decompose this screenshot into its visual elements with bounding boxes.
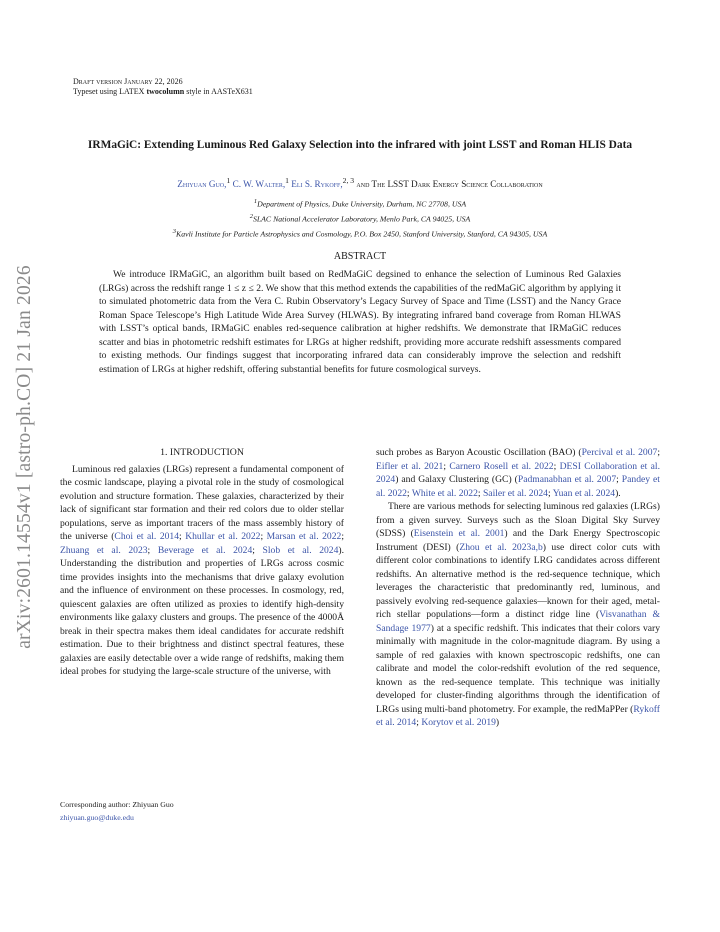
affiliation-1 <box>60 196 660 211</box>
citation-link[interactable]: Yuan et al. 2024 <box>552 487 616 499</box>
arxiv-identifier-stamp <box>10 232 40 682</box>
text: ; <box>341 531 344 542</box>
author-rykoff[interactable]: Eli S. Rykoff, <box>291 179 343 190</box>
text: such probes as Baryon Acoustic Oscillation (BAO) ( <box>376 447 582 458</box>
text: ) and the Dark Energy Spectroscopic Instrument (DESI) ( <box>376 528 660 553</box>
text: Luminous red galaxies (LRGs) represent a fundamental component of the cosmic landscape, playing a pivotal role in the study of cosmological evolution and structure formation. These galaxies, characterized by their lack of significant star formation and their red colors due to older stellar populations, serve as important tracers of the mass assembly history of the universe ( <box>60 463 344 542</box>
affiliation-3 <box>60 226 660 241</box>
citation-link[interactable]: Eisenstein et al. 2001 <box>413 528 505 539</box>
citation-link[interactable]: Marsan et al. 2022 <box>266 531 342 542</box>
arxiv-id-text: arXiv:2601.14554v1 [astro-ph.CO] 21 Jan 2026 <box>14 265 35 649</box>
citation-link[interactable]: DESI Collaboration et al. 2024 <box>376 460 660 485</box>
draft-version-line: Draft version January 22, 2026 <box>73 77 183 86</box>
text: ; <box>406 487 412 499</box>
text: ; <box>252 544 263 556</box>
text: ) use direct color cuts with different color combinations to identify LRG candidates across different redshifts. An alternative method is the red-sequence technique, which leverages the characteristic that predominantly red, luminous, and passively evolving red-sequence galaxies—known for their aged, metal-rich stellar populations—form a distinct ridge line ( <box>376 541 660 620</box>
affiliations <box>60 196 660 242</box>
author-sup: 1 <box>285 176 289 185</box>
citation-link[interactable]: Eifler et al. 2021 <box>376 460 444 472</box>
corresponding-author-footnote <box>60 798 344 824</box>
email-link[interactable]: zhiyuan.guo@duke.edu <box>60 813 134 822</box>
citation-link[interactable]: Khullar et al. 2022 <box>185 531 261 542</box>
text: ; <box>147 544 158 556</box>
author-sup: 2, 3 <box>342 176 355 185</box>
paper-title: IRMaGiC: Extending Luminous Red Galaxy Selection into the infrared with joint LSST and Roman HLIS Data <box>87 139 633 151</box>
citation-link[interactable]: Slob et al. 2024 <box>262 544 339 556</box>
latex-logo: LATEX <box>119 87 145 96</box>
text: ) at a specific redshift. This indicates that their colors vary minimally with magnitude in the color-magnitude diagram. By using a sample of red galaxies with known spectroscopic redshifts, one can calibrate and model the color-redshift evolution of the red sequence, known as the red-sequence template. This technique was initially developed for cluster-finding algorithms through the identification of LRGs using multi-band photometry. For example, the redMaPPer ( <box>376 622 660 715</box>
citation-link[interactable]: Visvanathan & Sandage 1977 <box>376 609 660 634</box>
typeset-style: twocolumn <box>146 87 185 96</box>
citation-link[interactable]: White et al. 2022 <box>411 487 478 499</box>
text: ) and Galaxy Clustering (GC) ( <box>395 474 518 485</box>
author-guo[interactable]: Zhiyuan Guo, <box>177 179 227 190</box>
citation-link[interactable]: Beverage et al. 2024 <box>157 544 253 556</box>
text: ; <box>416 717 422 728</box>
affil-sup: 3 <box>172 228 177 236</box>
citation-link[interactable]: Padmanabhan et al. 2007 <box>517 474 617 485</box>
left-column <box>60 446 344 679</box>
citation-link[interactable]: Korytov et al. 2019 <box>421 717 496 728</box>
text: ; <box>553 460 560 472</box>
intro-paragraph-3 <box>376 500 660 730</box>
affil-sup: 2 <box>249 213 253 221</box>
text: ; <box>547 487 553 499</box>
right-column <box>376 446 660 730</box>
section-heading: 1. INTRODUCTION <box>160 447 244 458</box>
draft-header <box>73 77 253 97</box>
text: ; <box>179 531 186 542</box>
citation-link[interactable]: Zhou et al. 2023a,b <box>459 541 543 553</box>
text: ) <box>495 717 500 728</box>
citation-link[interactable]: Choi et al. 2014 <box>114 531 180 542</box>
author-sup: 1 <box>226 176 231 185</box>
text: ; <box>260 531 267 542</box>
affil-text: Department of Physics, Duke University, Durham, NC 27708, USA <box>257 199 467 209</box>
text: There are various methods for selecting luminous red galaxies (LRGs) from a given survey. Surveys such as the Sloan Digital Sky Survey (SDSS) ( <box>376 501 660 539</box>
text: ). <box>615 487 621 499</box>
intro-paragraph-2 <box>376 446 660 500</box>
corresponding-author: Corresponding author: Zhiyuan Guo <box>60 800 174 809</box>
author-walter[interactable]: C. W. Walter, <box>232 179 286 190</box>
abstract-heading: ABSTRACT <box>333 251 387 262</box>
abstract-body: We introduce IRMaGiC, an algorithm built based on RedMaGiC degsined to enhance the selection of Luminous Red Galaxies (LRGs) across the redshift range 1 ≤ z ≤ 2. We show that this method extends the capabilities of the redMaGiC algorithm by applying it to simulated photometric data from the Vera C. Rubin Observatory’s Legacy Survey of Space and Time (LSST) and the Nancy Grace Roman Space Telescope’s High Latitude Wide Area Survey (HLWAS). By integrating infrared band coverage from Roman HLWAS with LSST’s optical bands, IRMaGiC enables red-sequence calibration at higher redshifts. We demonstrate that IRMaGiC reduces scatter and bias in photometric redshift estimates for LRGs at higher redshift, providing more accurate redshift assessments compared to existing methods. Our findings suggest that incorporating infrared data can considerably improve the selection and redshift estimation of LRGs at higher redshift, offering substantial benefits for future cosmological surveys. <box>99 269 621 375</box>
text: ; <box>616 474 622 485</box>
affil-sup: 1 <box>253 198 258 205</box>
citation-link[interactable]: Carnero Rosell et al. 2022 <box>449 460 554 472</box>
intro-paragraph-1 <box>60 463 344 679</box>
citation-link[interactable]: Zhuang et al. 2023 <box>60 544 148 556</box>
author-list <box>60 176 660 189</box>
text: ). Understanding the distribution and properties of LRGs across cosmic time provides insights into the mechanisms that drive galaxy evolution and the influence of environment on these processes. In cosmology, red, quiescent galaxies are often utilized as proxies to identify high-density environments like galaxy clusters and groups. The presence of the 4000Å break in their spectra makes them ideal candidates for accurate redshift estimation. Due to their brightness and distinct spectral features, these galaxies are easily detectable over a wide range of redshifts, making them ideal probes for studying the large-scale structure of the universe, with <box>60 544 344 677</box>
citation-link[interactable]: Percival et al. 2007 <box>581 447 658 458</box>
typeset-prefix: Typeset using <box>73 87 120 96</box>
author-collaboration: and The LSST Dark Energy Science Collaboration <box>356 179 543 190</box>
text: ; <box>443 460 450 472</box>
typeset-line <box>73 87 253 97</box>
citation-link[interactable]: Rykoff et al. 2014 <box>376 703 660 728</box>
typeset-suffix: style in AASTeX631 <box>184 87 253 96</box>
text: ; <box>657 447 660 458</box>
affil-text: SLAC National Accelerator Laboratory, Menlo Park, CA 94025, USA <box>252 214 471 224</box>
affil-text: Kavli Institute for Particle Astrophysics and Cosmology, P.O. Box 2450, Stanford University, Stanford, CA 94305, USA <box>176 229 548 239</box>
text: ; <box>477 487 483 499</box>
citation-link[interactable]: Pandey et al. 2022 <box>376 474 660 499</box>
affiliation-2 <box>60 211 660 226</box>
citation-link[interactable]: Sailer et al. 2024 <box>482 487 548 499</box>
